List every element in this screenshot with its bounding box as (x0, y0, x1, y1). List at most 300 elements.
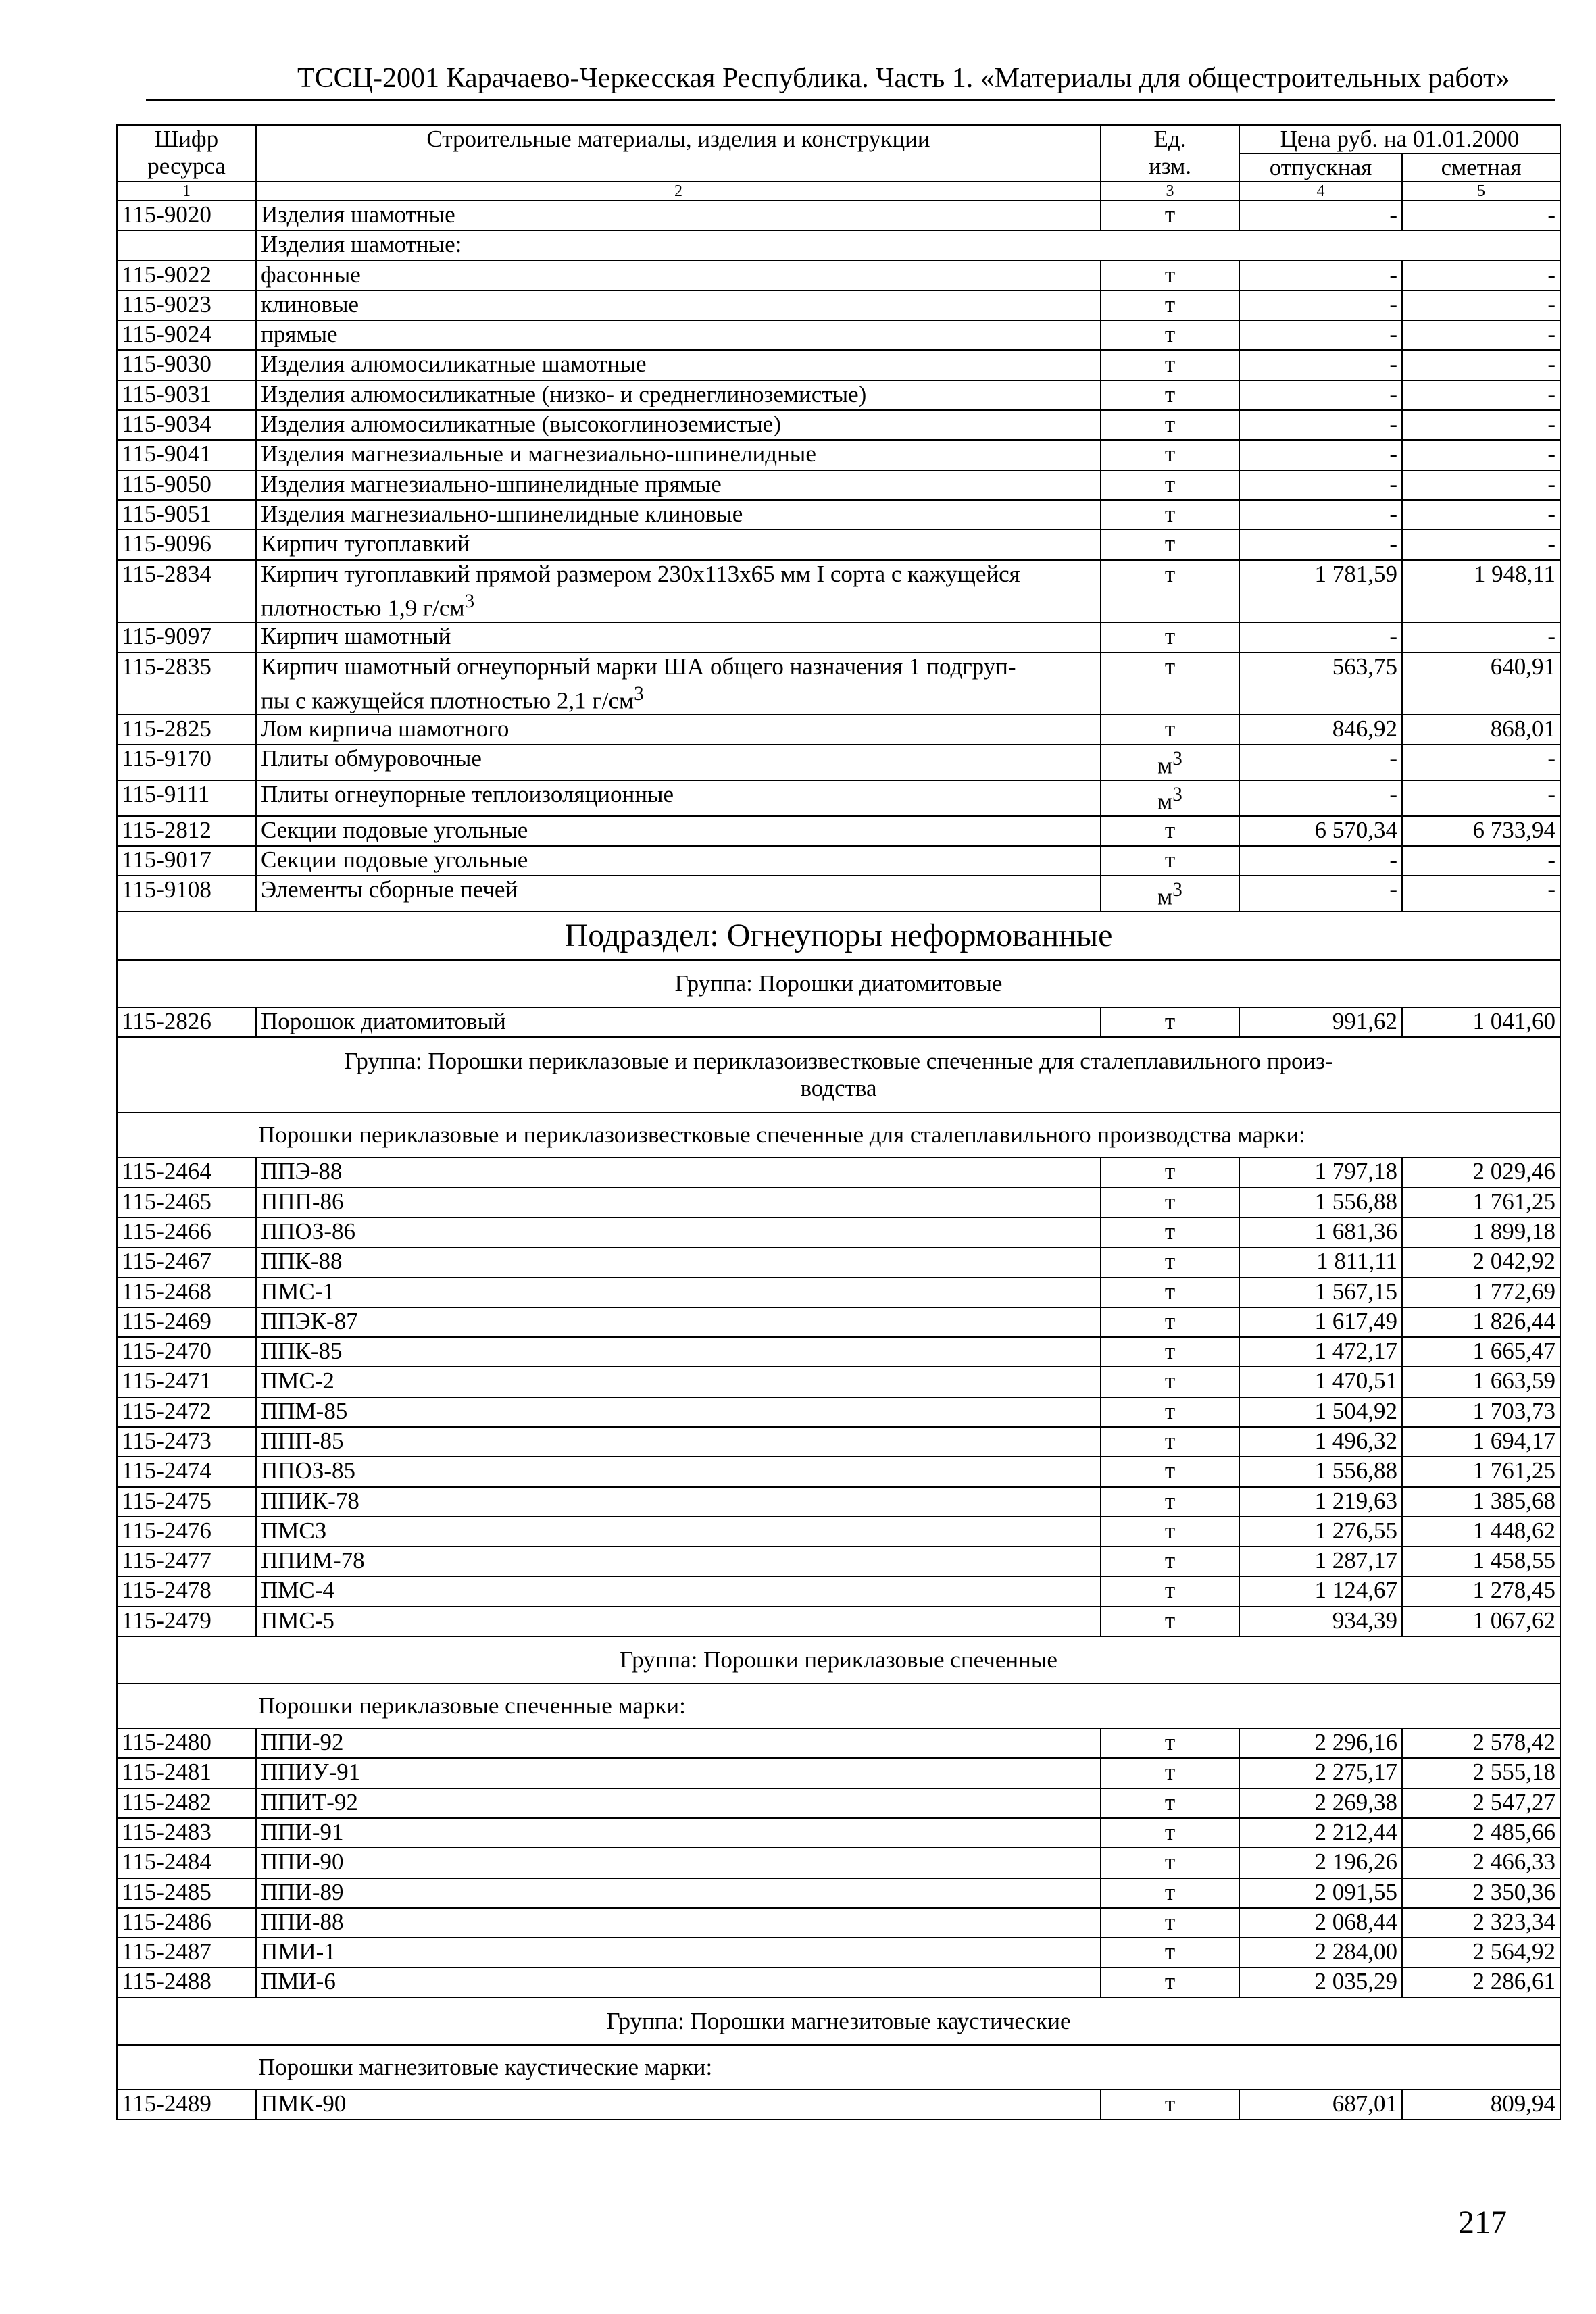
price-release: 1 276,55 (1239, 1517, 1402, 1546)
table-row (117, 715, 1560, 745)
table-row (117, 410, 1560, 440)
unit-cell (1101, 320, 1239, 350)
table-row (117, 380, 1560, 410)
table-row (117, 1878, 1560, 1908)
unit-cell (1101, 1278, 1239, 1307)
price-release: 1 556,88 (1239, 1457, 1402, 1486)
unit-cell (1101, 261, 1239, 291)
price-estimate: - (1402, 320, 1560, 350)
price-release: 1 470,51 (1239, 1367, 1402, 1397)
subheading-text: Изделия шамотные: (256, 230, 1560, 260)
resource-code: 115-9030 (117, 350, 256, 380)
resource-code: 115-2826 (117, 1007, 256, 1037)
price-estimate: 2 564,92 (1402, 1938, 1560, 1967)
material-name: Изделия шамотные (256, 201, 1101, 230)
price-estimate: 1 761,25 (1402, 1188, 1560, 1217)
unit-cell (1101, 350, 1239, 380)
subheading-row (117, 1113, 1560, 1157)
unit-cell (1101, 380, 1239, 410)
superscript: 3 (464, 590, 475, 612)
unit-value: т (1164, 1607, 1176, 1634)
price-estimate: 2 555,18 (1402, 1758, 1560, 1788)
resource-code: 115-9022 (117, 261, 256, 291)
table-row (117, 1157, 1560, 1187)
material-name: ППОЗ-85 (256, 1457, 1101, 1486)
table-row (117, 1818, 1560, 1848)
subheading-row (117, 1684, 1560, 1728)
resource-code: 115-2477 (117, 1546, 256, 1576)
price-release: 1 567,15 (1239, 1278, 1402, 1307)
table-row (117, 2090, 1560, 2119)
price-estimate: 1 694,17 (1402, 1427, 1560, 1457)
unit-cell (1101, 1788, 1239, 1818)
unit-cell (1101, 1337, 1239, 1367)
table-row (117, 440, 1560, 470)
table-row (117, 261, 1560, 291)
price-release: 2 269,38 (1239, 1788, 1402, 1818)
price-estimate: - (1402, 780, 1560, 816)
material-name: ПМИ-1 (256, 1938, 1101, 1967)
price-release: 1 287,17 (1239, 1546, 1402, 1576)
unit-value: т (1164, 560, 1176, 587)
unit-value: т (1164, 1278, 1176, 1305)
unit-value: т (1164, 1008, 1176, 1035)
unit-cell (1101, 2090, 1239, 2119)
unit-value: т (1164, 1397, 1176, 1424)
material-name: ППП-85 (256, 1427, 1101, 1457)
unit-value: т (1164, 380, 1176, 407)
resource-code: 115-2489 (117, 2090, 256, 2119)
price-release: 2 212,44 (1239, 1818, 1402, 1848)
resource-code: 115-2488 (117, 1967, 256, 1997)
material-name: ППК-85 (256, 1337, 1101, 1367)
table-row (117, 1487, 1560, 1517)
resource-code: 115-9111 (117, 780, 256, 816)
price-release: 2 296,16 (1239, 1728, 1402, 1758)
subheading-row (117, 2045, 1560, 2090)
price-estimate: 1 278,45 (1402, 1576, 1560, 1606)
empty-code-cell (117, 230, 256, 260)
material-name: ППЭ-88 (256, 1157, 1101, 1187)
material-name: ППИ-89 (256, 1878, 1101, 1908)
unit-value: т (1164, 847, 1176, 874)
price-estimate: - (1402, 261, 1560, 291)
price-estimate: 1 826,44 (1402, 1307, 1560, 1337)
price-estimate: 1 761,25 (1402, 1457, 1560, 1486)
resource-code: 115-2478 (117, 1576, 256, 1606)
unit-cell (1101, 1908, 1239, 1938)
price-release: 934,39 (1239, 1607, 1402, 1636)
unit-value: т (1164, 291, 1176, 318)
price-estimate: - (1402, 876, 1560, 911)
unit-cell (1101, 846, 1239, 876)
table-row (117, 1367, 1560, 1397)
price-estimate: 2 350,36 (1402, 1878, 1560, 1908)
group-title: Группа: Порошки диатомитовые (117, 960, 1560, 1007)
resource-code: 115-9024 (117, 320, 256, 350)
table-row (117, 560, 1560, 623)
unit-cell (1101, 1607, 1239, 1636)
page-number: 217 (1458, 2205, 1507, 2240)
colnum-1: 1 (117, 182, 256, 201)
header-rule (146, 99, 1555, 101)
resource-code: 115-9051 (117, 500, 256, 530)
material-name: клиновые (256, 291, 1101, 320)
unit-value: м (1157, 788, 1173, 815)
resource-code: 115-2465 (117, 1188, 256, 1217)
price-release: - (1239, 846, 1402, 876)
price-estimate: - (1402, 500, 1560, 530)
unit-value: т (1164, 1938, 1176, 1965)
material-name: ППМ-85 (256, 1397, 1101, 1427)
price-estimate: 1 385,68 (1402, 1487, 1560, 1517)
material-name: ПМС-5 (256, 1607, 1101, 1636)
table-row (117, 470, 1560, 500)
table-row (117, 1007, 1560, 1037)
material-name: ПМС-4 (256, 1576, 1101, 1606)
superscript: 3 (634, 682, 644, 705)
resource-code: 115-9017 (117, 846, 256, 876)
resource-code: 115-2834 (117, 560, 256, 623)
resource-code: 115-2470 (117, 1337, 256, 1367)
unit-value: т (1164, 1457, 1176, 1484)
table-row (117, 653, 1560, 715)
material-name-line1: Кирпич шамотный огнеупорный марки ША общего назначения 1 подгруп- (261, 653, 1016, 680)
price-release: 1 124,67 (1239, 1576, 1402, 1606)
unit-value: т (1164, 1217, 1176, 1244)
table-row (117, 816, 1560, 846)
price-release: - (1239, 261, 1402, 291)
subheading-row (117, 230, 1560, 260)
unit-cell (1101, 1938, 1239, 1967)
material-name: ППИУ-91 (256, 1758, 1101, 1788)
col-header-price-estimate: сметная (1402, 153, 1560, 182)
material-name: ППОЗ-86 (256, 1217, 1101, 1247)
resource-code: 115-2468 (117, 1278, 256, 1307)
group-title-line2: водства (800, 1075, 877, 1102)
resource-code: 115-2825 (117, 715, 256, 745)
resource-code: 115-2474 (117, 1457, 256, 1486)
unit-value: т (1164, 1367, 1176, 1394)
table-row (117, 350, 1560, 380)
unit-value: т (1164, 1547, 1176, 1574)
unit-value: т (1164, 1338, 1176, 1365)
resource-code: 115-2480 (117, 1728, 256, 1758)
price-release: - (1239, 745, 1402, 780)
price-release: 6 570,34 (1239, 816, 1402, 846)
price-estimate: - (1402, 530, 1560, 559)
unit-cell (1101, 440, 1239, 470)
unit-value: т (1164, 470, 1176, 497)
table-row (117, 622, 1560, 652)
table-row (117, 876, 1560, 911)
price-release: 2 091,55 (1239, 1878, 1402, 1908)
subheading-text: Порошки периклазовые и периклазоизвестковые спеченные для сталеплавильного производства марки: (117, 1113, 1560, 1157)
table-row (117, 1908, 1560, 1938)
price-release: 1 504,92 (1239, 1397, 1402, 1427)
unit-superscript: 3 (1172, 879, 1182, 901)
table-row (117, 530, 1560, 559)
resource-code: 115-9170 (117, 745, 256, 780)
table-row (117, 1848, 1560, 1878)
unit-cell (1101, 470, 1239, 500)
table-row (117, 745, 1560, 780)
price-release: 991,62 (1239, 1007, 1402, 1037)
page-header-title: ТССЦ-2001 Карачаево-Черкесская Республика. Часть 1. «Материалы для общестроительных работ» (297, 63, 1510, 94)
resource-code: 115-2835 (117, 653, 256, 715)
price-estimate: 6 733,94 (1402, 816, 1560, 846)
price-estimate: 1 772,69 (1402, 1278, 1560, 1307)
unit-value: т (1164, 1158, 1176, 1185)
resource-code: 115-2467 (117, 1247, 256, 1277)
unit-cell (1101, 1217, 1239, 1247)
price-estimate: - (1402, 291, 1560, 320)
unit-value: т (1164, 500, 1176, 527)
material-name: ППИК-78 (256, 1487, 1101, 1517)
unit-cell (1101, 1397, 1239, 1427)
col-header-code-line1: Шифр (154, 126, 219, 152)
table-row (117, 201, 1560, 230)
resource-code: 115-9050 (117, 470, 256, 500)
price-release: - (1239, 201, 1402, 230)
unit-cell (1101, 780, 1239, 816)
price-release: - (1239, 500, 1402, 530)
unit-cell (1101, 653, 1239, 715)
unit-cell (1101, 1546, 1239, 1576)
unit-value: т (1164, 1577, 1176, 1604)
resource-code: 115-2476 (117, 1517, 256, 1546)
table-row (117, 1278, 1560, 1307)
resource-code: 115-2472 (117, 1397, 256, 1427)
unit-value: т (1164, 1428, 1176, 1454)
table-row (117, 1546, 1560, 1576)
unit-value: т (1164, 351, 1176, 378)
price-estimate: - (1402, 745, 1560, 780)
unit-cell (1101, 745, 1239, 780)
price-estimate: 1 041,60 (1402, 1007, 1560, 1037)
unit-value: т (1164, 653, 1176, 680)
material-name: Изделия магнезиальные и магнезиально-шпинелидные (256, 440, 1101, 470)
col-header-price-release: отпускная (1239, 153, 1402, 182)
table-row (117, 1758, 1560, 1788)
price-estimate: 2 029,46 (1402, 1157, 1560, 1187)
unit-value: т (1164, 816, 1176, 843)
price-estimate: 1 663,59 (1402, 1367, 1560, 1397)
material-name: ПМИ-6 (256, 1967, 1101, 1997)
unit-value: т (1164, 1248, 1176, 1275)
unit-cell (1101, 1007, 1239, 1037)
price-estimate: 2 485,66 (1402, 1818, 1560, 1848)
material-name: прямые (256, 320, 1101, 350)
unit-value: т (1164, 411, 1176, 438)
resource-code: 115-2479 (117, 1607, 256, 1636)
material-name: Секции подовые угольные (256, 816, 1101, 846)
material-name: ППК-88 (256, 1247, 1101, 1277)
price-release: - (1239, 291, 1402, 320)
material-name-line2: пы с кажущейся плотностью 2,1 г/см (261, 687, 634, 714)
price-release: - (1239, 530, 1402, 559)
material-name: ППИТ-92 (256, 1788, 1101, 1818)
unit-cell (1101, 816, 1239, 846)
price-release: - (1239, 876, 1402, 911)
unit-superscript: 3 (1172, 748, 1182, 770)
resource-code: 115-2485 (117, 1878, 256, 1908)
unit-cell (1101, 1967, 1239, 1997)
resource-code: 115-2812 (117, 816, 256, 846)
price-estimate: - (1402, 470, 1560, 500)
resource-code: 115-9023 (117, 291, 256, 320)
material-name (256, 560, 1101, 623)
resource-code: 115-2469 (117, 1307, 256, 1337)
price-release: - (1239, 350, 1402, 380)
unit-value: т (1164, 623, 1176, 650)
price-release: - (1239, 380, 1402, 410)
unit-cell (1101, 1487, 1239, 1517)
unit-value: т (1164, 1788, 1176, 1815)
price-estimate: 1 703,73 (1402, 1397, 1560, 1427)
colnum-3: 3 (1101, 182, 1239, 201)
unit-cell (1101, 291, 1239, 320)
price-estimate: 2 466,33 (1402, 1848, 1560, 1878)
col-header-unit (1101, 125, 1239, 182)
material-name: ППИ-90 (256, 1848, 1101, 1878)
resource-code: 115-9096 (117, 530, 256, 559)
table-row (117, 1788, 1560, 1818)
table-row (117, 1397, 1560, 1427)
table-row (117, 1217, 1560, 1247)
table-row (117, 320, 1560, 350)
material-name: фасонные (256, 261, 1101, 291)
material-name: ППЭК-87 (256, 1307, 1101, 1337)
price-estimate: 868,01 (1402, 715, 1560, 745)
table-row (117, 1576, 1560, 1606)
resource-code: 115-9034 (117, 410, 256, 440)
unit-cell (1101, 560, 1239, 623)
material-name: Лом кирпича шамотного (256, 715, 1101, 745)
unit-value: т (1164, 1848, 1176, 1876)
unit-value: т (1164, 1729, 1176, 1756)
price-release: 563,75 (1239, 653, 1402, 715)
price-release: 2 196,26 (1239, 1848, 1402, 1878)
unit-cell (1101, 1307, 1239, 1337)
price-release: 1 556,88 (1239, 1188, 1402, 1217)
material-name: ПМС-2 (256, 1367, 1101, 1397)
unit-value: т (1164, 1878, 1176, 1905)
resource-code: 115-2483 (117, 1818, 256, 1848)
unit-cell (1101, 1188, 1239, 1217)
material-name (256, 653, 1101, 715)
unit-value: т (1164, 1307, 1176, 1334)
table-row (117, 1967, 1560, 1997)
price-release: 687,01 (1239, 2090, 1402, 2119)
material-name: Плиты огнеупорные теплоизоляционные (256, 780, 1101, 816)
price-estimate: 2 547,27 (1402, 1788, 1560, 1818)
unit-cell (1101, 530, 1239, 559)
unit-value: т (1164, 715, 1176, 743)
resource-code: 115-2481 (117, 1758, 256, 1788)
table-row (117, 1938, 1560, 1967)
material-name: ПМК-90 (256, 2090, 1101, 2119)
price-release: 2 068,44 (1239, 1908, 1402, 1938)
unit-superscript: 3 (1172, 784, 1182, 806)
group-banner-row (117, 960, 1560, 1007)
material-name: Изделия алюмосиликатные (высокоглиноземистые) (256, 410, 1101, 440)
unit-cell (1101, 1728, 1239, 1758)
price-estimate: 2 042,92 (1402, 1247, 1560, 1277)
price-estimate: 1 067,62 (1402, 1607, 1560, 1636)
group-banner-row (117, 1998, 1560, 2045)
material-name-line2: плотностью 1,9 г/см (261, 595, 465, 622)
group-title: Группа: Порошки периклазовые спеченные (117, 1636, 1560, 1684)
table-row (117, 1457, 1560, 1486)
price-release: - (1239, 320, 1402, 350)
unit-cell (1101, 1427, 1239, 1457)
subheading-text: Порошки периклазовые спеченные марки: (117, 1684, 1560, 1728)
price-estimate: 809,94 (1402, 2090, 1560, 2119)
unit-cell (1101, 1157, 1239, 1187)
price-estimate: 2 323,34 (1402, 1908, 1560, 1938)
resource-code: 115-2464 (117, 1157, 256, 1187)
colnum-4: 4 (1239, 182, 1402, 201)
colnum-5: 5 (1402, 182, 1560, 201)
unit-value: т (1164, 201, 1176, 228)
price-release: - (1239, 780, 1402, 816)
price-estimate: - (1402, 380, 1560, 410)
col-header-code (117, 125, 256, 182)
resource-code: 115-2482 (117, 1788, 256, 1818)
table-row (117, 1517, 1560, 1546)
price-estimate: 640,91 (1402, 653, 1560, 715)
colnum-2: 2 (256, 182, 1101, 201)
resource-code: 115-9041 (117, 440, 256, 470)
price-release: 1 219,63 (1239, 1487, 1402, 1517)
table-row (117, 846, 1560, 876)
col-header-unit-line2: изм. (1149, 153, 1191, 179)
unit-value: т (1164, 1818, 1176, 1845)
unit-value: т (1164, 1968, 1176, 1995)
unit-value: т (1164, 1188, 1176, 1215)
material-name: Элементы сборные печей (256, 876, 1101, 911)
resource-code: 115-2473 (117, 1427, 256, 1457)
material-name: Плиты обмуровочные (256, 745, 1101, 780)
table-row (117, 1337, 1560, 1367)
unit-cell (1101, 201, 1239, 230)
unit-cell (1101, 1758, 1239, 1788)
price-release: - (1239, 470, 1402, 500)
price-release: 846,92 (1239, 715, 1402, 745)
unit-cell (1101, 1517, 1239, 1546)
unit-value: т (1164, 2090, 1176, 2117)
resource-code: 115-2484 (117, 1848, 256, 1878)
unit-value: т (1164, 530, 1176, 557)
price-estimate: 1 899,18 (1402, 1217, 1560, 1247)
price-release: 1 781,59 (1239, 560, 1402, 623)
unit-cell (1101, 622, 1239, 652)
col-header-price: Цена руб. на 01.01.2000 (1239, 125, 1560, 153)
table-row (117, 500, 1560, 530)
group-banner-row (117, 1037, 1560, 1113)
material-name: Кирпич тугоплавкий (256, 530, 1101, 559)
unit-cell (1101, 715, 1239, 745)
group-title: Группа: Порошки магнезитовые каустические (117, 1998, 1560, 2045)
unit-value: м (1157, 884, 1173, 911)
material-name: Изделия алюмосиликатные (низко- и среднеглиноземистые) (256, 380, 1101, 410)
price-estimate: 2 578,42 (1402, 1728, 1560, 1758)
resource-code: 115-9097 (117, 622, 256, 652)
material-name: Изделия алюмосиликатные шамотные (256, 350, 1101, 380)
price-release: 2 275,17 (1239, 1758, 1402, 1788)
material-name-line1: Кирпич тугоплавкий прямой размером 230x113x65 мм I сорта с кажущейся (261, 560, 1020, 587)
